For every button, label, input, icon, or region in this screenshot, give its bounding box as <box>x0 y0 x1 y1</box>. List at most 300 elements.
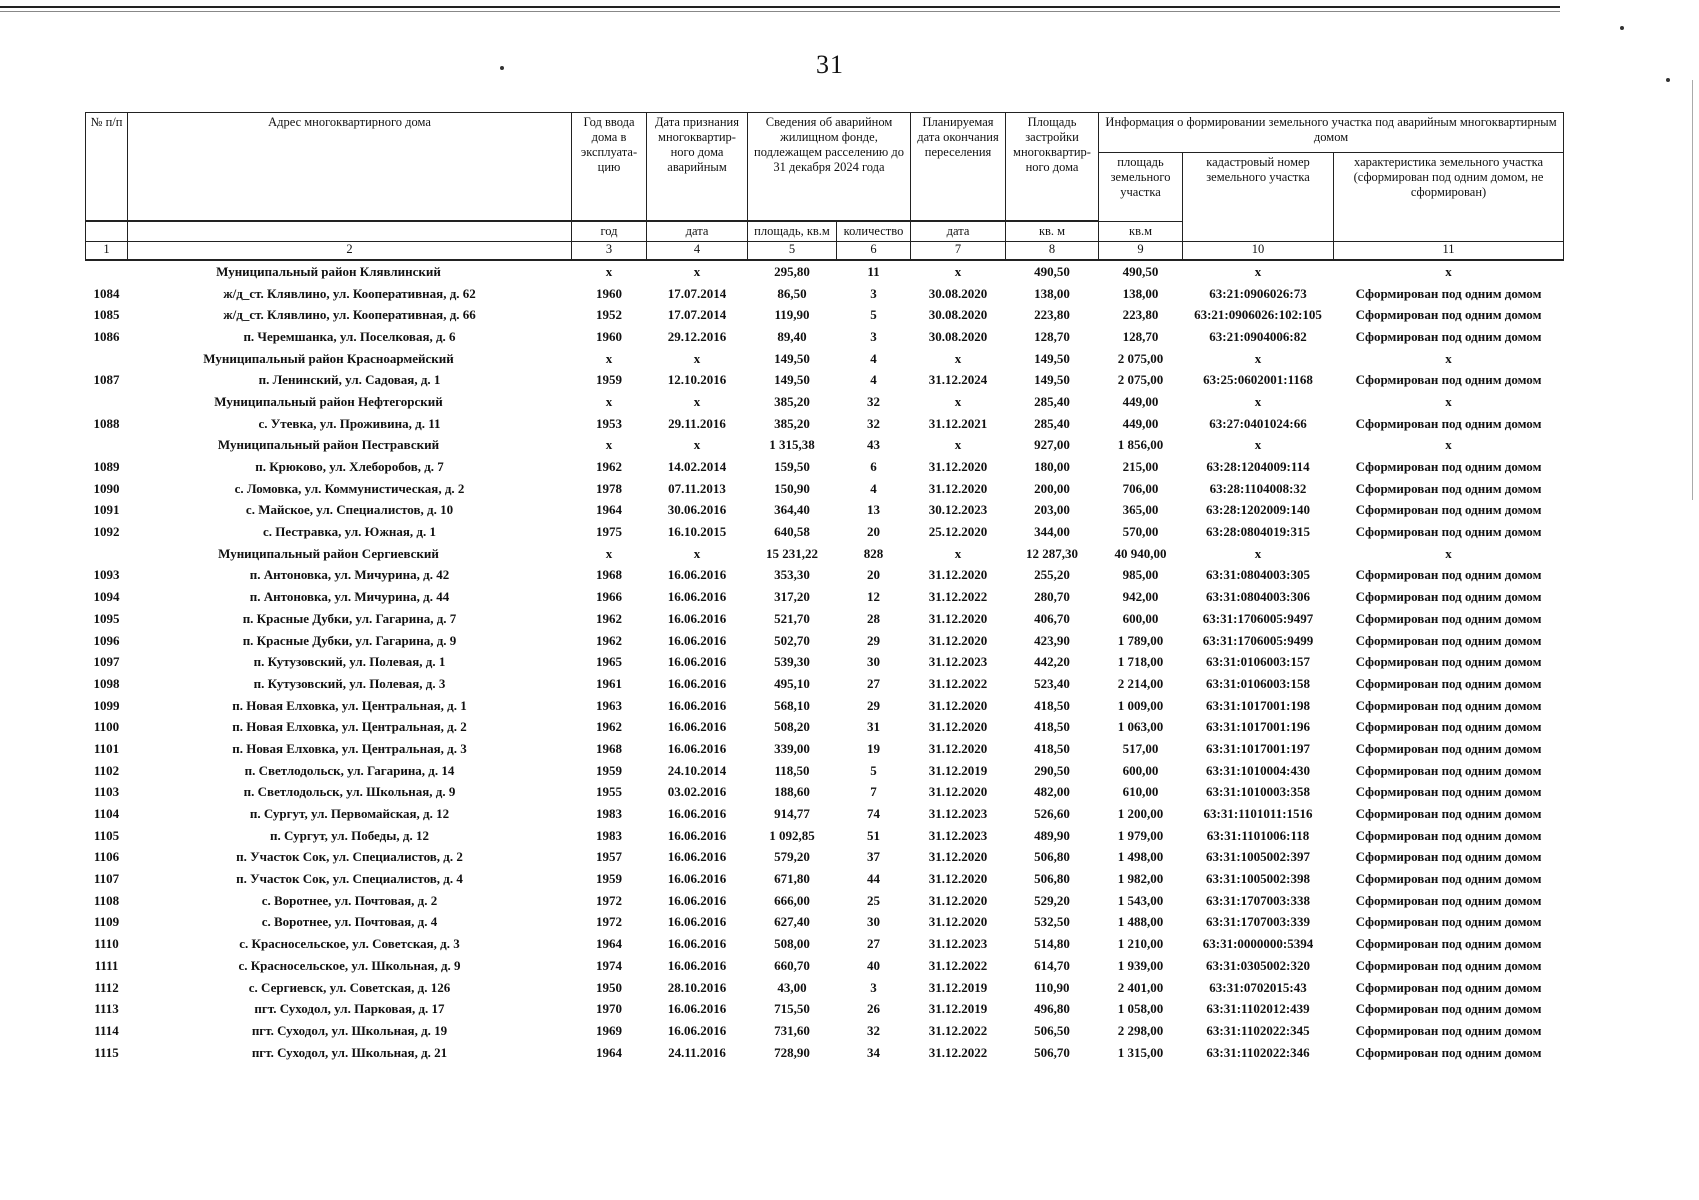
emergency-area: 731,60 <box>774 1022 810 1038</box>
row-number: 1108 <box>93 892 120 908</box>
row-number: 1111 <box>94 957 119 973</box>
land-area: 40 940,00 <box>1114 545 1167 561</box>
planned-end-date: 31.12.2023 <box>928 936 988 952</box>
land-area: 570,00 <box>1122 524 1159 540</box>
district-name: Муниципальный район Сергиевский <box>218 545 439 561</box>
recognition-date: 16.10.2015 <box>667 524 727 540</box>
year-built: 1974 <box>596 957 622 973</box>
land-area: 1 498,00 <box>1117 849 1164 865</box>
emergency-area: 188,60 <box>774 784 810 800</box>
recognition-date: 17.07.2014 <box>667 285 727 301</box>
address: п. Антоновка, ул. Мичурина, д. 44 <box>249 589 450 605</box>
built-area: 523,40 <box>1034 675 1070 691</box>
recognition-date: 12.10.2016 <box>667 372 727 388</box>
address: ж/д_ст. Клявлино, ул. Кооперативная, д. 62 <box>223 285 476 301</box>
cadastral-number: 63:31:0106003:157 <box>1206 654 1311 670</box>
header-year: Год ввода дома в эксплуата-цию <box>572 113 647 221</box>
header-land-area: площадь земельного участка <box>1099 153 1183 222</box>
header-emergency-fund: Сведения об аварийном жилищном фонде, подлежащем расселению до 31 декабря 2024 года <box>748 113 911 221</box>
emergency-area: 666,00 <box>774 892 810 908</box>
resident-count: 29 <box>867 697 880 713</box>
planned-end-date: 31.12.2020 <box>928 632 988 648</box>
cadastral-number: 63:31:1102012:439 <box>1206 1001 1310 1017</box>
planned-end-date: 31.12.2020 <box>928 459 988 475</box>
land-characteristic: Сформирован под одним домом <box>1355 849 1542 865</box>
land-area: 517,00 <box>1122 740 1159 756</box>
column-number: 8 <box>1006 242 1099 261</box>
recognition-date: 28.10.2016 <box>667 979 727 995</box>
built-area: 180,00 <box>1034 459 1070 475</box>
land-area: 600,00 <box>1122 762 1159 778</box>
recognition-date: 14.02.2014 <box>667 459 727 475</box>
land-area: 600,00 <box>1122 610 1159 626</box>
land-area: 1 856,00 <box>1117 437 1164 453</box>
land-characteristic: Сформирован под одним домом <box>1355 480 1542 496</box>
recognition-date: x <box>693 350 701 366</box>
built-area: 423,90 <box>1034 632 1070 648</box>
resident-count: 31 <box>867 719 880 735</box>
address: с. Красносельское, ул. Советская, д. 3 <box>239 936 460 952</box>
land-area: 1 009,00 <box>1117 697 1164 713</box>
year-built: 1963 <box>596 697 622 713</box>
table-row <box>86 1042 1564 1064</box>
cadastral-number: 63:31:1005002:397 <box>1206 849 1311 865</box>
resident-count: 5 <box>870 307 877 323</box>
land-characteristic: Сформирован под одним домом <box>1355 589 1542 605</box>
table-row <box>86 868 1564 890</box>
emergency-area: 640,58 <box>774 524 810 540</box>
table-row <box>86 283 1564 305</box>
resident-count: 13 <box>867 502 880 518</box>
planned-end-date: 31.12.2022 <box>928 589 988 605</box>
address: пгт. Суходол, ул. Школьная, д. 19 <box>251 1022 448 1038</box>
row-number: 1107 <box>93 871 120 887</box>
resident-count: 4 <box>870 350 877 366</box>
year-built: 1960 <box>596 328 622 344</box>
cadastral-number: 63:28:1202009:140 <box>1206 502 1311 518</box>
built-area: 223,80 <box>1034 307 1070 323</box>
land-characteristic: Сформирован под одним домом <box>1355 936 1542 952</box>
planned-end-date: x <box>954 263 962 279</box>
cadastral-number: 63:28:0804019:315 <box>1206 524 1311 540</box>
year-built: x <box>605 263 613 279</box>
emergency-area: 568,10 <box>774 697 810 713</box>
emergency-area: 119,90 <box>774 307 810 323</box>
built-area: 532,50 <box>1034 914 1070 930</box>
address: п. Сургут, ул. Победы, д. 12 <box>270 827 429 843</box>
table-row <box>86 326 1564 348</box>
address: п. Новая Елховка, ул. Центральная, д. 3 <box>232 740 467 756</box>
planned-end-date: 31.12.2022 <box>928 1022 988 1038</box>
recognition-date: 16.06.2016 <box>667 719 727 735</box>
built-area: 529,20 <box>1034 892 1070 908</box>
recognition-date: 16.06.2016 <box>667 610 727 626</box>
table-row <box>86 565 1564 587</box>
year-built: 1962 <box>596 459 622 475</box>
emergency-area: 15 231,22 <box>766 545 818 561</box>
table-row <box>86 912 1564 934</box>
address: п. Кутузовский, ул. Полевая, д. 3 <box>253 675 446 691</box>
land-characteristic: x <box>1445 263 1452 279</box>
land-characteristic: Сформирован под одним домом <box>1355 567 1542 583</box>
emergency-area: 1 315,38 <box>769 437 815 453</box>
emergency-area: 159,50 <box>774 459 810 475</box>
table-row <box>86 521 1564 543</box>
emergency-area: 295,80 <box>774 263 810 279</box>
top-rule <box>0 6 1560 8</box>
emergency-area: 353,30 <box>774 567 810 583</box>
recognition-date: 29.12.2016 <box>667 328 727 344</box>
year-built: 1969 <box>596 1022 622 1038</box>
address: ж/д_ст. Клявлино, ул. Кооперативная, д. 66 <box>223 307 476 323</box>
table-row <box>86 695 1564 717</box>
header-cadastral: кадастровый номер земельного участка <box>1183 153 1334 242</box>
header-recognition-date: Дата признания многоквартир-ного дома аварийным <box>647 113 748 221</box>
emergency-area: 364,40 <box>774 502 810 518</box>
cadastral-number: 63:27:0401024:66 <box>1209 415 1307 431</box>
land-characteristic: Сформирован под одним домом <box>1355 459 1542 475</box>
year-built: 1964 <box>596 936 622 952</box>
built-area: 128,70 <box>1034 328 1070 344</box>
recognition-date: x <box>693 393 701 409</box>
row-number: 1106 <box>93 849 120 865</box>
column-number: 3 <box>572 242 647 261</box>
recognition-date: 16.06.2016 <box>667 957 727 973</box>
built-area: 138,00 <box>1034 285 1070 301</box>
cadastral-number: x <box>1254 437 1262 453</box>
built-area: 255,20 <box>1034 567 1070 583</box>
planned-end-date: 30.08.2020 <box>928 307 988 323</box>
header-built-area: Площадь застройки многоквартир-ного дома <box>1006 113 1099 221</box>
table-row <box>86 304 1564 326</box>
table-row <box>86 673 1564 695</box>
row-number: 1097 <box>93 654 120 670</box>
land-area: 449,00 <box>1122 415 1159 431</box>
year-built: 1955 <box>596 784 622 800</box>
planned-end-date: 31.12.2019 <box>928 979 988 995</box>
resident-count: 43 <box>867 437 880 453</box>
land-characteristic: Сформирован под одним домом <box>1355 502 1542 518</box>
table-row <box>86 1020 1564 1042</box>
land-characteristic: Сформирован под одним домом <box>1355 979 1542 995</box>
emergency-area: 627,40 <box>774 914 810 930</box>
header-planned-date: Планируемая дата окончания переселения <box>911 113 1006 221</box>
recognition-date: 03.02.2016 <box>667 784 727 800</box>
cadastral-number: 63:31:1017001:196 <box>1206 719 1311 735</box>
year-built: 1968 <box>596 567 622 583</box>
column-number: 9 <box>1099 242 1183 261</box>
land-area: 1 982,00 <box>1117 871 1164 887</box>
emergency-area: 385,20 <box>774 393 810 409</box>
planned-end-date: 30.12.2023 <box>928 502 988 518</box>
row-number: 1115 <box>94 1044 119 1060</box>
recognition-date: 16.06.2016 <box>667 697 727 713</box>
resident-count: 4 <box>870 480 877 496</box>
header-number: № п/п <box>86 113 128 221</box>
cadastral-number: x <box>1254 350 1262 366</box>
scan-speck <box>500 66 504 70</box>
emergency-area: 1 092,85 <box>769 827 815 843</box>
land-characteristic: Сформирован под одним домом <box>1355 610 1542 626</box>
planned-end-date: 31.12.2022 <box>928 675 988 691</box>
table-row <box>86 586 1564 608</box>
land-characteristic: Сформирован под одним домом <box>1355 719 1542 735</box>
address: п. Новая Елховка, ул. Центральная, д. 2 <box>232 719 467 735</box>
built-area: 614,70 <box>1034 957 1070 973</box>
land-characteristic: Сформирован под одним домом <box>1355 285 1542 301</box>
table-row <box>86 782 1564 804</box>
district-row <box>86 435 1564 457</box>
land-characteristic: Сформирован под одним домом <box>1355 372 1542 388</box>
cadastral-number: 63:31:1706005:9497 <box>1202 610 1314 626</box>
built-area: 200,00 <box>1034 480 1070 496</box>
year-built: x <box>605 393 613 409</box>
emergency-area: 715,50 <box>774 1001 810 1017</box>
resident-count: 26 <box>867 1001 880 1017</box>
resident-count: 27 <box>867 675 880 691</box>
year-built: 1970 <box>596 1001 622 1017</box>
table-row <box>86 890 1564 912</box>
recognition-date: 16.06.2016 <box>667 1001 727 1017</box>
resident-count: 6 <box>870 459 877 475</box>
cadastral-number: x <box>1254 545 1262 561</box>
district-row <box>86 391 1564 413</box>
recognition-date: 16.06.2016 <box>667 806 727 822</box>
built-area: 12 287,30 <box>1026 545 1079 561</box>
built-area: 506,70 <box>1034 1044 1070 1060</box>
land-characteristic: Сформирован под одним домом <box>1355 524 1542 540</box>
emergency-area: 521,70 <box>774 610 810 626</box>
row-number: 1102 <box>93 762 120 778</box>
table-row <box>86 760 1564 782</box>
land-characteristic: Сформирован под одним домом <box>1355 632 1542 648</box>
recognition-date: 29.11.2016 <box>668 415 726 431</box>
address: п. Кутузовский, ул. Полевая, д. 1 <box>253 654 446 670</box>
emergency-area: 671,80 <box>774 871 810 887</box>
land-area: 1 543,00 <box>1117 892 1164 908</box>
cadastral-number: 63:31:1707003:339 <box>1206 914 1311 930</box>
resident-count: 12 <box>867 589 880 605</box>
recognition-date: 16.06.2016 <box>667 871 727 887</box>
land-characteristic: Сформирован под одним домом <box>1355 697 1542 713</box>
district-row <box>86 260 1564 283</box>
table-row <box>86 977 1564 999</box>
land-area: 1 939,00 <box>1117 957 1164 973</box>
recognition-date: 16.06.2016 <box>667 675 727 691</box>
cadastral-number: 63:21:0906026:73 <box>1209 285 1307 301</box>
address: п. Новая Елховка, ул. Центральная, д. 1 <box>232 697 467 713</box>
land-area: 128,70 <box>1122 328 1159 344</box>
cadastral-number: 63:28:1204009:114 <box>1206 459 1310 475</box>
resident-count: 20 <box>867 567 880 583</box>
cadastral-number: 63:31:0000000:5394 <box>1202 936 1314 952</box>
land-area: 215,00 <box>1122 459 1159 475</box>
recognition-date: 16.06.2016 <box>667 827 727 843</box>
table-row <box>86 608 1564 630</box>
land-characteristic: x <box>1445 350 1452 366</box>
unit-year: год <box>572 222 647 242</box>
emergency-area: 43,00 <box>777 979 807 995</box>
built-area: 489,90 <box>1034 827 1070 843</box>
land-area: 942,00 <box>1122 589 1159 605</box>
year-built: 1959 <box>596 871 622 887</box>
row-number: 1109 <box>93 914 120 930</box>
recognition-date: 16.06.2016 <box>667 632 727 648</box>
emergency-area: 508,20 <box>774 719 810 735</box>
built-area: 442,20 <box>1034 654 1070 670</box>
year-built: 1952 <box>596 307 622 323</box>
planned-end-date: 31.12.2024 <box>928 372 988 388</box>
emergency-area: 89,40 <box>777 328 807 344</box>
cadastral-number: 63:31:1005002:398 <box>1206 871 1311 887</box>
recognition-date: 17.07.2014 <box>667 307 727 323</box>
year-built: 1962 <box>596 719 622 735</box>
resident-count: 44 <box>867 871 880 887</box>
built-area: 280,70 <box>1034 589 1070 605</box>
row-number: 1093 <box>93 567 120 583</box>
year-built: 1966 <box>596 589 622 605</box>
resident-count: 28 <box>867 610 880 626</box>
emergency-area: 579,20 <box>774 849 810 865</box>
emergency-area: 502,70 <box>774 632 810 648</box>
land-area: 223,80 <box>1122 307 1159 323</box>
land-area: 1 200,00 <box>1117 806 1164 822</box>
built-area: 927,00 <box>1034 437 1070 453</box>
built-area: 344,00 <box>1034 524 1070 540</box>
emergency-area: 495,10 <box>774 675 810 691</box>
recognition-date: 16.06.2016 <box>667 589 727 605</box>
land-area: 2 214,00 <box>1117 675 1164 691</box>
table-row <box>86 825 1564 847</box>
land-area: 138,00 <box>1122 285 1159 301</box>
cadastral-number: 63:31:1102022:345 <box>1206 1022 1310 1038</box>
row-number: 1104 <box>93 806 120 822</box>
cadastral-number: 63:28:1104008:32 <box>1209 480 1307 496</box>
district-row <box>86 543 1564 565</box>
planned-end-date: 31.12.2022 <box>928 1044 988 1060</box>
table-row <box>86 955 1564 977</box>
built-area: 406,70 <box>1034 610 1070 626</box>
resident-count: 32 <box>867 415 880 431</box>
planned-end-date: 31.12.2020 <box>928 914 988 930</box>
emergency-area: 86,50 <box>777 285 807 301</box>
year-built: 1964 <box>596 502 622 518</box>
column-number: 6 <box>837 242 911 261</box>
year-built: 1983 <box>596 806 622 822</box>
address: с. Утевка, ул. Проживина, д. 11 <box>258 415 441 431</box>
emergency-area: 149,50 <box>774 372 810 388</box>
cadastral-number: 63:31:1017001:197 <box>1206 740 1311 756</box>
year-built: 1957 <box>596 849 622 865</box>
planned-end-date: 31.12.2022 <box>928 957 988 973</box>
row-number: 1096 <box>93 632 120 648</box>
cadastral-number: x <box>1254 263 1262 279</box>
district-name: Муниципальный район Нефтегорский <box>214 393 443 409</box>
land-area: 2 401,00 <box>1117 979 1164 995</box>
recognition-date: 16.06.2016 <box>667 936 727 952</box>
land-area: 1 488,00 <box>1117 914 1164 930</box>
built-area: 514,80 <box>1034 936 1070 952</box>
row-number: 1114 <box>94 1022 119 1038</box>
recognition-date: 16.06.2016 <box>667 740 727 756</box>
land-area: 449,00 <box>1122 393 1159 409</box>
resident-count: 7 <box>870 784 877 800</box>
cadastral-number: 63:31:1102022:346 <box>1206 1044 1310 1060</box>
cadastral-number: 63:31:0106003:158 <box>1206 675 1311 691</box>
resident-count: 29 <box>867 632 880 648</box>
built-area: 490,50 <box>1034 263 1070 279</box>
built-area: 203,00 <box>1034 502 1070 518</box>
resident-count: 34 <box>867 1044 880 1060</box>
land-characteristic: Сформирован под одним домом <box>1355 827 1542 843</box>
planned-end-date: 31.12.2020 <box>928 480 988 496</box>
address: с. Красносельское, ул. Школьная, д. 9 <box>238 957 461 973</box>
recognition-date: x <box>693 437 701 453</box>
column-number: 7 <box>911 242 1006 261</box>
district-name: Муниципальный район Красноармейский <box>203 350 454 366</box>
planned-end-date: 31.12.2023 <box>928 806 988 822</box>
year-built: 1975 <box>596 524 622 540</box>
year-built: 1972 <box>596 892 622 908</box>
land-characteristic: Сформирован под одним домом <box>1355 1001 1542 1017</box>
row-number: 1103 <box>93 784 120 800</box>
address: п. Светлодольск, ул. Школьная, д. 9 <box>243 784 456 800</box>
cadastral-number: 63:31:1101006:118 <box>1206 827 1310 843</box>
emergency-area: 508,00 <box>774 936 810 952</box>
built-area: 418,50 <box>1034 719 1070 735</box>
year-built: 1962 <box>596 610 622 626</box>
land-area: 490,50 <box>1122 263 1159 279</box>
resident-count: 30 <box>867 914 880 930</box>
address: п. Красные Дубки, ул. Гагарина, д. 9 <box>242 632 457 648</box>
cadastral-number: 63:21:0904006:82 <box>1209 328 1307 344</box>
address: п. Антоновка, ул. Мичурина, д. 42 <box>249 567 450 583</box>
built-area: 149,50 <box>1034 372 1070 388</box>
resident-count: 27 <box>867 936 880 952</box>
built-area: 418,50 <box>1034 697 1070 713</box>
table-row <box>86 803 1564 825</box>
year-built: 1950 <box>596 979 622 995</box>
built-area: 285,40 <box>1034 415 1070 431</box>
land-area: 985,00 <box>1122 567 1159 583</box>
recognition-date: 16.06.2016 <box>667 654 727 670</box>
year-built: 1972 <box>596 914 622 930</box>
district-name: Муниципальный район Клявлинский <box>216 263 441 279</box>
cadastral-number: 63:31:0305002:320 <box>1206 957 1311 973</box>
planned-end-date: x <box>954 437 962 453</box>
emergency-area: 660,70 <box>774 957 810 973</box>
unit-area: площадь, кв.м <box>748 222 837 242</box>
header-land-char: характеристика земельного участка (сформирован под одним домом, не сформирован) <box>1334 153 1564 242</box>
year-built: 1962 <box>596 632 622 648</box>
land-area: 1 063,00 <box>1117 719 1164 735</box>
table-row <box>86 847 1564 869</box>
planned-end-date: 25.12.2020 <box>928 524 988 540</box>
recognition-date: 16.06.2016 <box>667 567 727 583</box>
row-number: 1092 <box>93 524 120 540</box>
land-characteristic: Сформирован под одним домом <box>1355 762 1542 778</box>
row-number: 1084 <box>93 285 120 301</box>
column-number: 1 <box>86 242 128 261</box>
land-characteristic: Сформирован под одним домом <box>1355 328 1542 344</box>
cadastral-number: 63:31:1707003:338 <box>1206 892 1311 908</box>
built-area: 110,90 <box>1034 979 1070 995</box>
emergency-area: 385,20 <box>774 415 810 431</box>
address: с. Майское, ул. Специалистов, д. 10 <box>245 502 454 518</box>
table-row <box>86 478 1564 500</box>
year-built: 1960 <box>596 285 622 301</box>
land-area: 1 315,00 <box>1117 1044 1164 1060</box>
